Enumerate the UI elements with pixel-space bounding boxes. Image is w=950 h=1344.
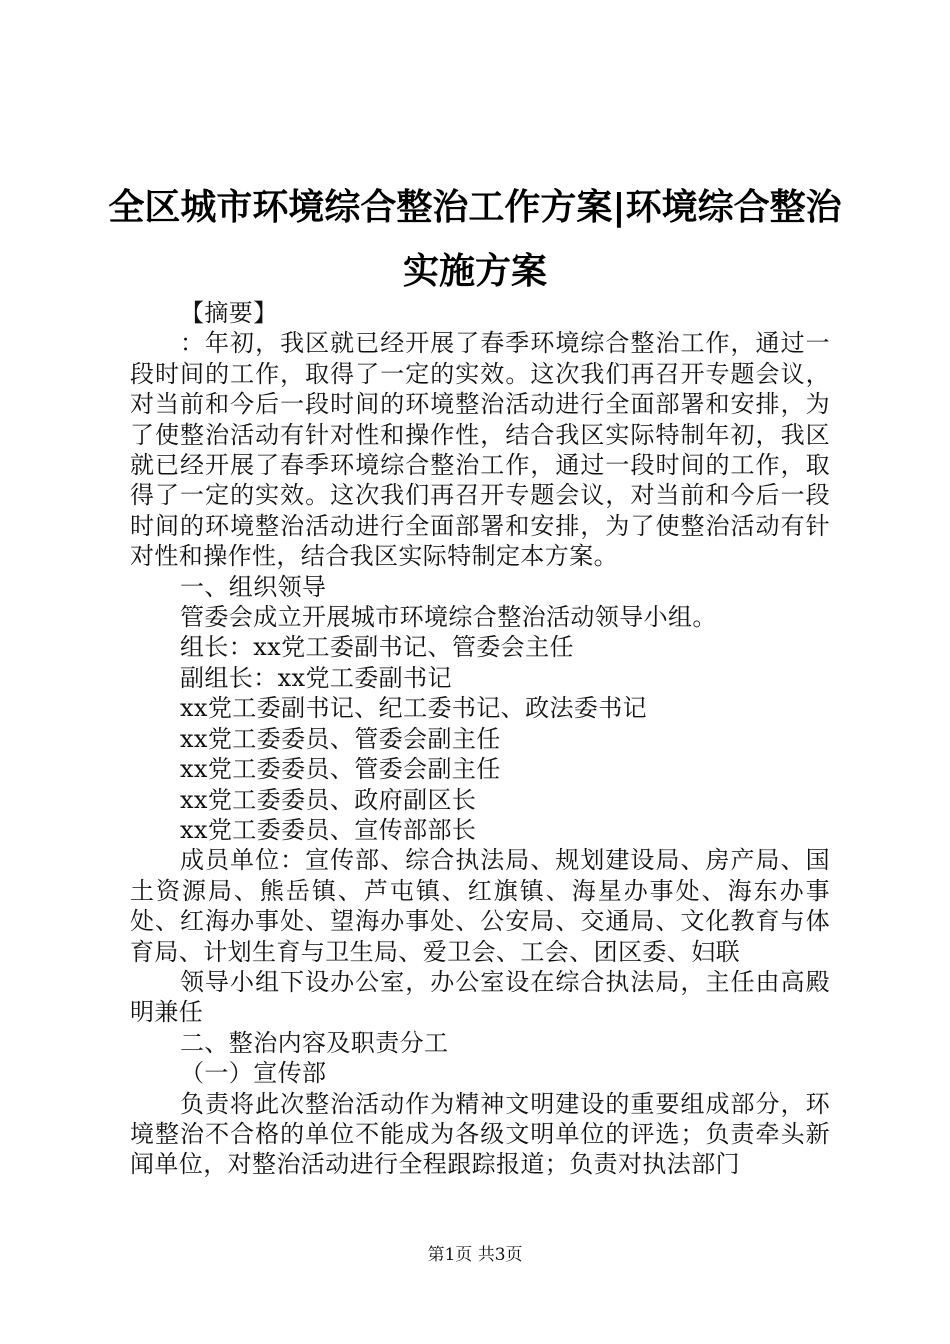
abstract-paragraph: ：年初，我区就已经开展了春季环境综合整治工作，通过一段时间的工作，取得了一定的实效。这次我们再召开专题会议，对当前和今后一段时间的环境整治活动进行全面部署和安排，为了使整治活动有针对性和操作性，结合我区实际特制年初，我区就已经开展了春季环境综合整治工作，通过一段时间的工作，取得了一定的实效。这次我们再召开专题会议，对当前和今后一段时间的环境整治活动进行全面部署和安排，为了使整治活动有针对性和操作性，结合我区实际特制定本方案。 (130, 329, 830, 571)
member-units-paragraph: 成员单位：宣传部、综合执法局、规划建设局、房产局、国土资源局、熊岳镇、芦屯镇、红旗镇、海星办事处、海东办事处、红海办事处、望海办事处、公安局、交通局、文化教育与体育局、计划生育与卫生局、爱卫会、工会、团区委、妇联 (130, 846, 830, 966)
paragraph: xx党工委副书记、纪工委书记、政法委书记 (180, 694, 648, 723)
paragraph: 组长：xx党工委副书记、管委会主任 (180, 633, 574, 662)
paragraph: xx党工委委员、管委会副主任 (180, 755, 501, 784)
paragraph: xx党工委委员、政府副区长 (180, 785, 477, 814)
paragraph: 副组长：xx党工委副书记 (180, 663, 452, 692)
paragraph: xx党工委委员、管委会副主任 (180, 724, 501, 753)
section-heading-content: 二、整治内容及职责分工 (180, 1028, 449, 1057)
subsection-heading-publicity: （一）宣传部 (180, 1059, 327, 1088)
document-body (130, 298, 830, 1180)
abstract-heading: 【摘要】 (180, 299, 278, 327)
paragraph: 领导小组下设办公室，办公室设在综合执法局，主任由高殿明兼任 (130, 967, 830, 1027)
paragraph: xx党工委委员、宣传部部长 (180, 815, 477, 844)
paragraph: 负责将此次整治活动作为精神文明建设的重要组成部分，环境整治不合格的单位不能成为各级文明单位的评选；负责牵头新闻单位，对整治活动进行全程跟踪报道；负责对执法部门 (130, 1089, 830, 1179)
document-title: 全区城市环境综合整治工作方案|环境综合整治实施方案 (108, 187, 842, 292)
paragraph: 管委会成立开展城市环境综合整治活动领导小组。 (180, 603, 717, 632)
page-footer: 第1页 共3页 (427, 1245, 523, 1265)
section-heading-organization: 一、组织领导 (180, 572, 327, 601)
